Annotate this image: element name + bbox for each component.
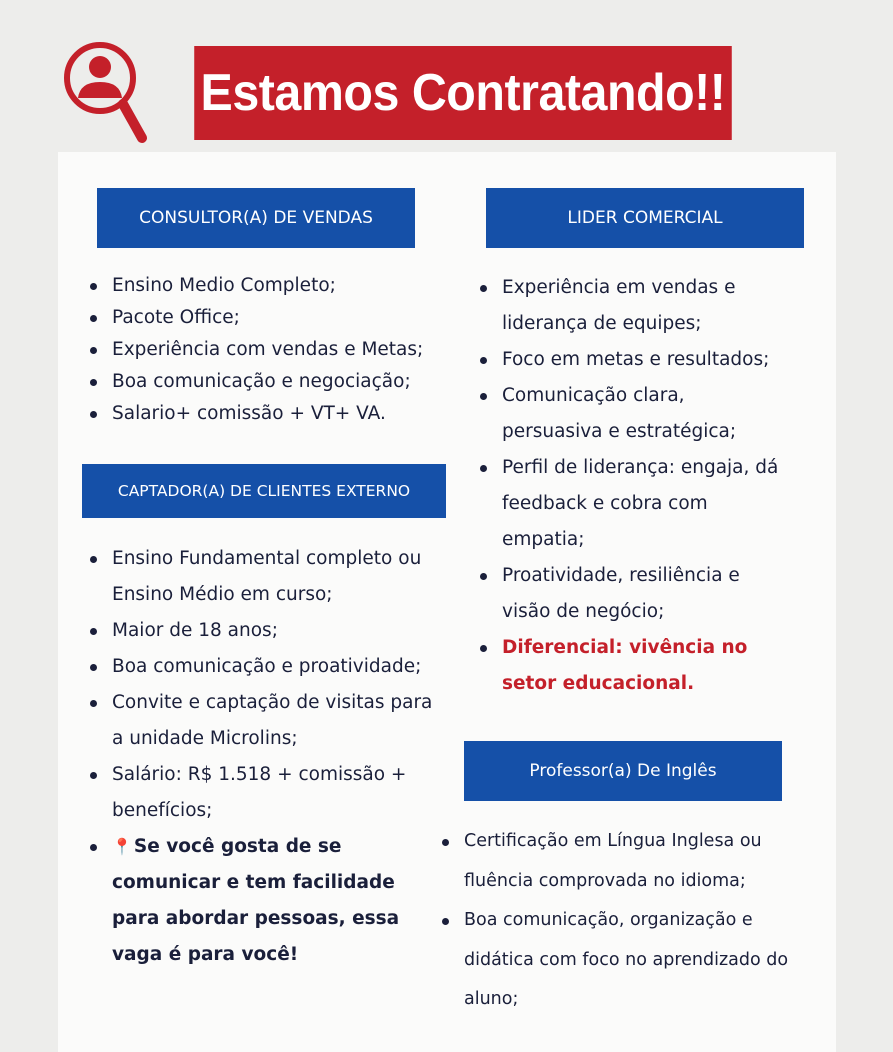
list-item: Ensino Fundamental completo ou Ensino Médio em curso;: [84, 541, 434, 613]
list-item: Foco em metas e resultados;: [474, 342, 779, 378]
list-item: Certificação em Língua Inglesa ou fluência comprovada no idioma;: [436, 822, 816, 901]
list-item: Comunicação clara, persuasiva e estratégica;: [474, 378, 779, 450]
job-title-professor: Professor(a) De Inglês: [464, 741, 782, 801]
lider-requirements: [474, 270, 779, 702]
list-item: Convite e captação de visitas para a unidade Microlins;: [84, 685, 434, 757]
professor-requirements: [436, 822, 816, 1020]
differential-item: Diferencial: vivência no setor educacional.: [474, 630, 779, 702]
pin-icon: 📍: [112, 837, 132, 856]
list-item: Boa comunicação e proatividade;: [84, 649, 434, 685]
list-item: Experiência com vendas e Metas;: [84, 334, 479, 366]
callout-item: [84, 829, 434, 973]
search-person-icon: [60, 38, 152, 150]
page-title: Estamos Contratando!!: [194, 46, 732, 140]
list-item: Experiência em vendas e liderança de equipes;: [474, 270, 779, 342]
list-item: Salário: R$ 1.518 + comissão + benefícios;: [84, 757, 434, 829]
callout-text: Se você gosta de se comunicar e tem facilidade para abordar pessoas, essa vaga é para você!: [112, 836, 400, 965]
list-item: Maior de 18 anos;: [84, 613, 434, 649]
job-title-consultor: CONSULTOR(A) DE VENDAS: [97, 188, 415, 248]
list-item: Pacote Office;: [84, 302, 479, 334]
list-item: Perfil de liderança: engaja, dá feedback e cobra com empatia;: [474, 450, 779, 558]
captador-requirements: [84, 541, 434, 973]
list-item: Boa comunicação e negociação;: [84, 366, 479, 398]
consultor-requirements: [84, 270, 479, 430]
job-title-lider: LIDER COMERCIAL: [486, 188, 804, 248]
list-item: Salario+ comissão + VT+ VA.: [84, 398, 479, 430]
list-item: Boa comunicação, organização e didática com foco no aprendizado do aluno;: [436, 901, 816, 1020]
list-item: Ensino Medio Completo;: [84, 270, 479, 302]
job-title-captador: CAPTADOR(A) DE CLIENTES EXTERNO: [82, 464, 446, 518]
list-item: Proatividade, resiliência e visão de negócio;: [474, 558, 779, 630]
